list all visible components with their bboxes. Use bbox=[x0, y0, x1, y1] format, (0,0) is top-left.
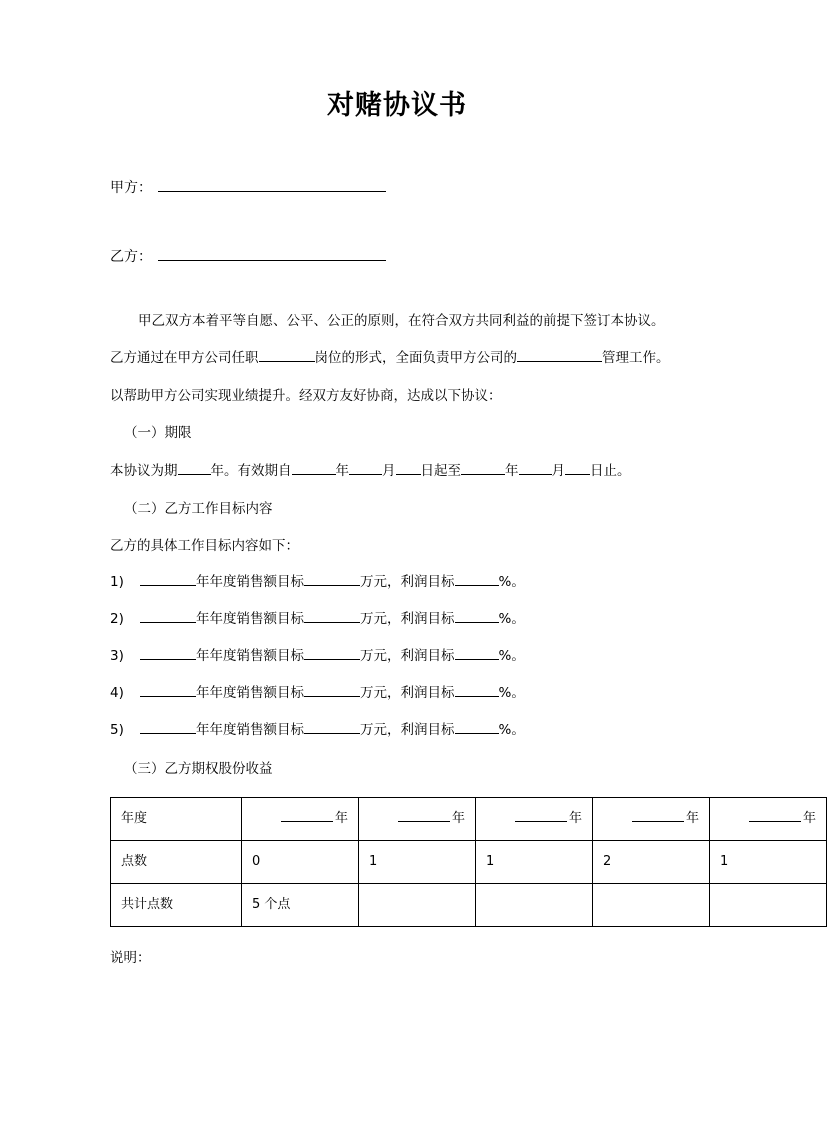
note-label: 说明： bbox=[110, 950, 151, 967]
table-cell-year-2[interactable] bbox=[359, 798, 476, 841]
goal-profit-blank[interactable] bbox=[455, 611, 499, 623]
goal-text-1: 年年度销售额目标 bbox=[196, 573, 304, 590]
goal-number: 2) bbox=[110, 610, 124, 627]
goal-profit-blank[interactable] bbox=[455, 685, 499, 697]
table-cell-points-5[interactable]: 1 bbox=[710, 841, 827, 884]
goal-text-1: 年年度销售额目标 bbox=[196, 610, 304, 627]
document-body bbox=[110, 312, 816, 969]
role-text-suffix: 管理工作。 bbox=[602, 350, 670, 367]
goal-sales-blank[interactable] bbox=[304, 648, 360, 660]
goal-text-3: %。 bbox=[498, 722, 525, 739]
preamble-paragraph: 甲乙双方本着平等自愿、公平、公正的原则，在符合双方共同利益的前提下签订本协议。 bbox=[138, 312, 665, 329]
table-cell-year-4[interactable] bbox=[593, 798, 710, 841]
year-unit: 年 bbox=[451, 810, 465, 826]
term-start-day-blank[interactable] bbox=[396, 463, 421, 475]
goal-sales-blank[interactable] bbox=[304, 611, 360, 623]
role-position-blank[interactable] bbox=[259, 350, 315, 362]
table-cell-points-3[interactable]: 1 bbox=[476, 841, 593, 884]
goal-year-blank[interactable] bbox=[140, 722, 196, 734]
year-blank-line[interactable] bbox=[632, 810, 684, 822]
list-item bbox=[110, 685, 684, 701]
table-cell-year-3[interactable] bbox=[476, 798, 593, 841]
year-unit: 年 bbox=[568, 810, 582, 826]
year-unit: 年 bbox=[685, 810, 699, 826]
table-cell-total-5[interactable] bbox=[710, 884, 827, 927]
goal-profit-blank[interactable] bbox=[455, 648, 499, 660]
goal-number: 5) bbox=[110, 722, 124, 739]
party-a-input-line[interactable] bbox=[158, 179, 386, 192]
goal-number: 3) bbox=[110, 648, 124, 664]
term-paragraph bbox=[110, 462, 684, 482]
goal-text-2: 万元，利润目标 bbox=[360, 610, 455, 627]
table-row bbox=[111, 841, 827, 884]
party-fields bbox=[110, 179, 684, 266]
page-title: 对赌协议书 bbox=[327, 90, 467, 121]
list-item bbox=[110, 574, 684, 590]
goal-text-1: 年年度销售额目标 bbox=[196, 722, 304, 739]
goal-number: 4) bbox=[110, 685, 124, 702]
term-text-4: 月 bbox=[382, 462, 396, 479]
section-heading-one: （一）期限 bbox=[124, 425, 192, 442]
goals-intro-paragraph: 乙方的具体工作目标内容如下： bbox=[110, 538, 299, 555]
role-text-mid: 岗位的形式，全面负责甲方公司的 bbox=[314, 350, 517, 367]
list-item bbox=[110, 722, 684, 738]
term-years-blank[interactable] bbox=[178, 463, 211, 475]
table-cell-points-1[interactable]: 0 bbox=[242, 841, 359, 884]
goal-year-blank[interactable] bbox=[140, 574, 196, 586]
term-start-year-blank[interactable] bbox=[292, 463, 336, 475]
term-start-month-blank[interactable] bbox=[349, 463, 382, 475]
goal-number: 1) bbox=[110, 573, 124, 590]
list-item bbox=[110, 611, 684, 627]
term-text-2: 年。有效期自 bbox=[210, 462, 292, 479]
term-end-year-blank[interactable] bbox=[461, 463, 505, 475]
table-cell-total-3[interactable] bbox=[476, 884, 593, 927]
goal-text-2: 万元，利润目标 bbox=[360, 722, 455, 739]
term-text-7: 月 bbox=[551, 462, 565, 479]
goal-text-2: 万元，利润目标 bbox=[360, 648, 455, 664]
row-header-points: 点数 bbox=[111, 841, 242, 884]
role-paragraph bbox=[110, 349, 684, 369]
goal-year-blank[interactable] bbox=[140, 685, 196, 697]
term-text-6: 年 bbox=[505, 462, 519, 479]
goal-year-blank[interactable] bbox=[140, 611, 196, 623]
year-unit: 年 bbox=[334, 810, 348, 826]
role-text-prefix: 乙方通过在甲方公司任职 bbox=[110, 350, 259, 367]
goal-list bbox=[110, 574, 684, 739]
goal-text-3: %。 bbox=[498, 648, 525, 664]
goal-text-2: 万元，利润目标 bbox=[360, 573, 455, 590]
term-text-8: 日止。 bbox=[590, 462, 631, 479]
goal-sales-blank[interactable] bbox=[304, 685, 360, 697]
party-b-label: 乙方： bbox=[110, 248, 152, 265]
goal-text-2: 万元，利润目标 bbox=[360, 685, 455, 702]
section-heading-three: （三）乙方期权股份收益 bbox=[124, 760, 273, 777]
party-a-label: 甲方： bbox=[110, 180, 152, 197]
goal-sales-blank[interactable] bbox=[304, 574, 360, 586]
table-cell-year-5[interactable] bbox=[710, 798, 827, 841]
goal-text-3: %。 bbox=[498, 685, 525, 702]
table-cell-total-2[interactable] bbox=[359, 884, 476, 927]
list-item bbox=[110, 648, 684, 664]
goal-profit-blank[interactable] bbox=[455, 722, 499, 734]
row-header-total-points: 共计点数 bbox=[111, 884, 242, 927]
equity-points-table bbox=[110, 797, 827, 927]
role-department-blank[interactable] bbox=[517, 350, 602, 362]
goal-text-1: 年年度销售额目标 bbox=[196, 685, 304, 702]
goal-profit-blank[interactable] bbox=[455, 574, 499, 586]
goal-text-3: %。 bbox=[498, 610, 525, 627]
year-blank-line[interactable] bbox=[398, 810, 450, 822]
table-row bbox=[111, 798, 827, 841]
table-cell-total-1[interactable]: 5 个点 bbox=[242, 884, 359, 927]
party-row-first bbox=[110, 179, 684, 197]
row-header-year: 年度 bbox=[111, 798, 242, 841]
table-cell-year-1[interactable] bbox=[242, 798, 359, 841]
year-blank-line[interactable] bbox=[515, 810, 567, 822]
term-text-3: 年 bbox=[335, 462, 349, 479]
table-row bbox=[111, 884, 827, 927]
table-cell-points-2[interactable]: 1 bbox=[359, 841, 476, 884]
year-unit: 年 bbox=[802, 810, 816, 826]
goal-text-3: %。 bbox=[498, 573, 525, 590]
goal-text-1: 年年度销售额目标 bbox=[196, 648, 304, 664]
term-end-day-blank[interactable] bbox=[565, 463, 590, 475]
goal-year-blank[interactable] bbox=[140, 648, 196, 660]
year-blank-line[interactable] bbox=[749, 810, 801, 822]
party-row-second bbox=[110, 248, 684, 266]
term-end-month-blank[interactable] bbox=[519, 463, 552, 475]
term-text-5: 日起至 bbox=[420, 462, 461, 479]
party-b-input-line[interactable] bbox=[158, 248, 386, 261]
term-text-1: 本协议为期 bbox=[110, 462, 178, 479]
table-cell-points-4[interactable]: 2 bbox=[593, 841, 710, 884]
year-blank-line[interactable] bbox=[281, 810, 333, 822]
table-cell-total-4[interactable] bbox=[593, 884, 710, 927]
section-heading-two: （二）乙方工作目标内容 bbox=[124, 500, 273, 517]
purpose-paragraph: 以帮助甲方公司实现业绩提升。经双方友好协商，达成以下协议： bbox=[110, 387, 502, 404]
goal-sales-blank[interactable] bbox=[304, 722, 360, 734]
